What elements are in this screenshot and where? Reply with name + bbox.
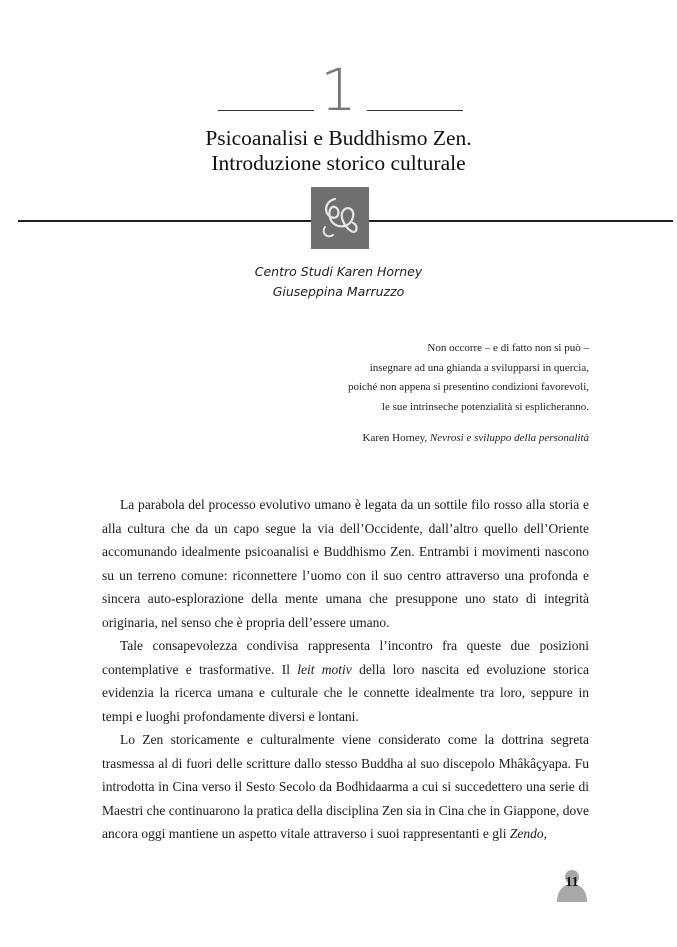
body-text — [102, 493, 589, 846]
paragraph-text: Tale consapevolezza condivisa rappresenta l’incontro fra queste due posizioni contemplative e trasformative. Il — [102, 638, 589, 677]
chapter-rule-right — [367, 110, 463, 111]
paragraph-text: Lo Zen storicamente e culturalmente viene considerato come la dottrina segreta trasmessa al di fuori delle scritture dallo stesso Buddha al suo discepolo Mhâkâçyapa. Fu introdotta in Cina verso il Sesto Secolo da Bodhidaarma a cui si succedettero una serie di Maestri che continuarono la pratica della disciplina Zen sia in Cina che in Giappone, dove ancora oggi mantiene un aspetto vitale attraverso i suoi rappresentanti e gli — [102, 732, 589, 841]
author-organization: Centro Studi Karen Horney — [254, 264, 423, 279]
epigraph — [229, 339, 589, 449]
paragraph — [102, 634, 589, 728]
paragraph-text: , — [543, 826, 547, 841]
epigraph-line: insegnare ad una ghianda a svilupparsi in quercia, — [369, 361, 589, 374]
chapter-rule-left — [218, 110, 314, 111]
epigraph-attribution — [229, 429, 589, 449]
chapter-number: 1 — [320, 56, 357, 124]
logo — [311, 187, 369, 249]
paragraph-text: della loro nascita ed evoluzione storica evidenzia la ricerca umana e culturale che le connette idealmente tra loro, seppure in tempi e luoghi profondamente diversi e lontani. — [102, 661, 589, 724]
epigraph-line: le sue intrinseche potenzialità si esplicheranno. — [381, 400, 589, 413]
paragraph: La parabola del processo evolutivo umano è legata da un sottile filo rosso alla storia e alla cultura che da un capo segue la via dell’Occidente, dall’altro quello dell’Oriente accomunando idealmente psicoanalisi e Buddhismo Zen. Entrambi i movimenti nascono su un terreno comune: riconnettere l’uomo con il suo centro attraverso una profonda e sincera auto-esplorazione della mente umana che presuppone uno stato di integrità originaria, nel senso che è propria dell’essere umano. — [102, 497, 589, 630]
page-number: 11 — [565, 875, 579, 890]
author-name: Giuseppina Marruzzo — [272, 284, 405, 299]
paragraph-italic: leit motiv — [297, 661, 352, 677]
paragraph-italic: Zendo — [509, 826, 544, 841]
swirl-logo-icon — [311, 187, 369, 249]
chapter-title-line2: Introduzione storico culturale — [211, 151, 466, 175]
epigraph-line: Non occorre – e di fatto non si può – — [427, 342, 589, 354]
attribution-author: Karen Horney, — [362, 432, 430, 444]
epigraph-line: poiché non appena si presentino condizioni favorevoli, — [347, 381, 589, 393]
attribution-work: Nevrosi e sviluppo della personalità — [429, 432, 589, 444]
paragraph — [102, 728, 589, 846]
chapter-title-line1: Psicoanalisi e Buddhismo Zen. — [205, 126, 472, 150]
authors — [0, 262, 677, 302]
chapter-title — [0, 126, 677, 176]
